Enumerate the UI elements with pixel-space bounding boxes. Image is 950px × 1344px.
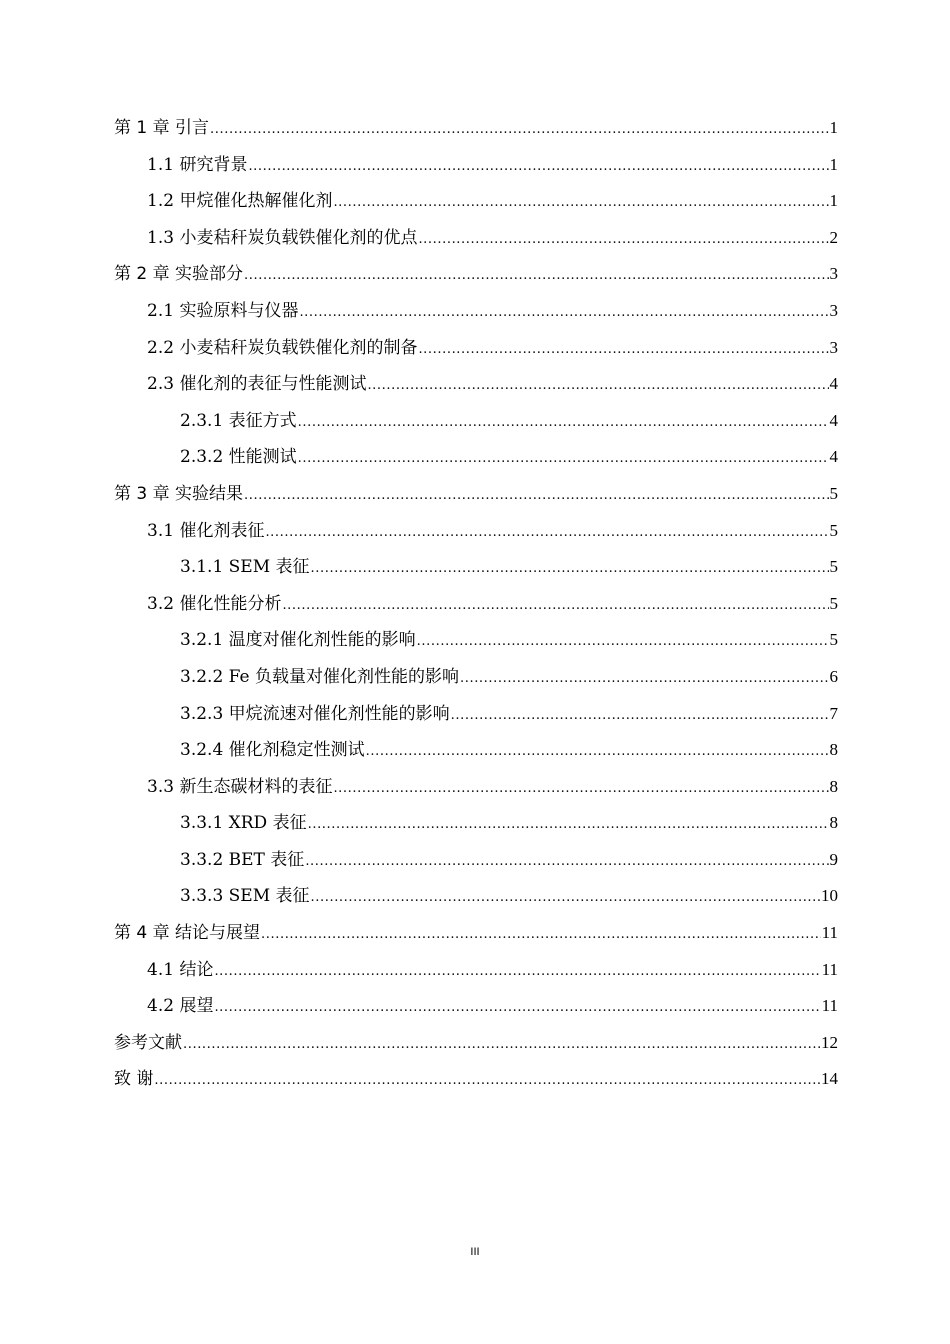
toc-entry-page: 1 [829, 154, 838, 174]
toc-entry-title: 3.2 催化性能分析 [147, 593, 282, 614]
toc-entry-title: 3.1 催化剂表征 [147, 520, 265, 541]
toc-entry-title: 第 3 章 实验结果 [114, 483, 244, 504]
toc-entry[interactable] [114, 1025, 838, 1062]
toc-entry[interactable] [114, 476, 838, 513]
toc-entry[interactable] [114, 842, 838, 879]
toc-entry-title: 第 4 章 结论与展望 [114, 923, 261, 944]
toc-dot-leader [298, 405, 829, 442]
toc-dot-leader [244, 478, 828, 515]
toc-entry[interactable] [114, 403, 838, 440]
toc-dot-leader [311, 551, 829, 588]
toc-dot-leader [418, 332, 828, 369]
toc-entry-title: 3.2.3 甲烷流速对催化剂性能的影响 [180, 703, 450, 724]
toc-entry-page: 1 [829, 118, 838, 137]
toc-entry-page: 5 [829, 630, 838, 650]
toc-dot-leader [214, 954, 820, 991]
toc-entry-page: 3 [829, 337, 838, 357]
toc-entry-page: 5 [829, 593, 838, 613]
toc-dot-leader [299, 295, 828, 332]
toc-dot-leader [367, 368, 828, 405]
table-of-contents [114, 110, 838, 1098]
toc-entry-title: 3.2.2 Fe 负载量对催化剂性能的影响 [180, 666, 459, 687]
toc-dot-leader [265, 515, 828, 552]
toc-entry-title: 参考文献 [114, 1032, 182, 1053]
toc-entry[interactable] [114, 952, 838, 989]
toc-dot-leader [417, 624, 829, 661]
toc-entry[interactable] [114, 1061, 838, 1098]
toc-entry-page: 5 [829, 557, 838, 577]
toc-entry-title: 3.3 新生态碳材料的表征 [147, 776, 333, 797]
toc-entry-title: 第 2 章 实验部分 [114, 264, 244, 285]
toc-dot-leader [248, 149, 828, 186]
toc-entry-title: 4.1 结论 [147, 959, 214, 980]
toc-entry[interactable] [114, 659, 838, 696]
toc-dot-leader [183, 1027, 820, 1064]
toc-entry[interactable] [114, 330, 838, 367]
toc-entry-page: 4 [829, 374, 838, 394]
toc-dot-leader [210, 112, 828, 149]
toc-entry-page: 4 [829, 447, 838, 467]
toc-entry-title: 1.3 小麦秸秆炭负载铁催化剂的优点 [147, 227, 418, 248]
toc-dot-leader [154, 1063, 820, 1100]
toc-entry[interactable] [114, 293, 838, 330]
toc-entry[interactable] [114, 549, 838, 586]
toc-entry[interactable] [114, 988, 838, 1025]
toc-entry[interactable] [114, 147, 838, 184]
toc-entry-page: 7 [829, 703, 838, 723]
toc-entry-title: 第 1 章 引言 [114, 118, 210, 138]
toc-entry-title: 3.2.1 温度对催化剂性能的影响 [180, 630, 416, 651]
toc-entry-page: 6 [829, 666, 838, 686]
toc-dot-leader [333, 185, 828, 222]
toc-entry-title: 3.2.4 催化剂稳定性测试 [180, 740, 365, 761]
toc-entry[interactable] [114, 732, 838, 769]
toc-entry-title: 致 谢 [114, 1069, 154, 1090]
toc-entry[interactable] [114, 586, 838, 623]
toc-entry[interactable] [114, 878, 838, 915]
toc-entry-title: 4.2 展望 [147, 996, 214, 1017]
toc-dot-leader [305, 844, 828, 881]
toc-dot-leader [261, 917, 821, 954]
toc-entry[interactable] [114, 696, 838, 733]
toc-dot-leader [311, 880, 820, 917]
toc-entry-title: 1.2 甲烷催化热解催化剂 [147, 191, 333, 212]
toc-entry-page: 3 [829, 264, 838, 284]
toc-entry[interactable] [114, 805, 838, 842]
toc-dot-leader [366, 734, 829, 771]
toc-entry[interactable] [114, 256, 838, 293]
toc-entry-page: 8 [829, 740, 838, 760]
toc-entry[interactable] [114, 439, 838, 476]
toc-entry-title: 2.3.1 表征方式 [180, 410, 297, 431]
toc-entry-title: 2.3 催化剂的表征与性能测试 [147, 374, 367, 395]
toc-entry-page: 5 [829, 520, 838, 540]
toc-dot-leader [308, 807, 829, 844]
toc-entry-page: 12 [821, 1032, 838, 1052]
toc-entry-page: 8 [829, 776, 838, 796]
toc-entry-page: 9 [829, 849, 838, 869]
toc-entry-page: 11 [821, 923, 838, 943]
toc-entry[interactable] [114, 769, 838, 806]
toc-entry[interactable] [114, 622, 838, 659]
toc-entry[interactable] [114, 513, 838, 550]
toc-dot-leader [460, 661, 829, 698]
toc-dot-leader [451, 698, 829, 735]
toc-dot-leader [418, 222, 828, 259]
toc-entry-page: 10 [821, 886, 838, 906]
toc-entry-page: 2 [829, 227, 838, 247]
toc-entry[interactable] [114, 220, 838, 257]
toc-entry-page: 14 [821, 1069, 838, 1089]
toc-entry-title: 2.2 小麦秸秆炭负载铁催化剂的制备 [147, 337, 418, 358]
toc-entry-title: 3.1.1 SEM 表征 [180, 557, 310, 578]
toc-entry-page: 3 [829, 300, 838, 320]
toc-dot-leader [244, 258, 828, 295]
page-number-footer: III [470, 1246, 480, 1258]
toc-entry-title: 2.1 实验原料与仪器 [147, 300, 299, 321]
toc-dot-leader [214, 990, 820, 1027]
toc-entry-page: 1 [829, 191, 838, 211]
toc-entry-page: 4 [829, 410, 838, 430]
toc-entry[interactable] [114, 183, 838, 220]
toc-entry-title: 1.1 研究背景 [147, 154, 248, 175]
toc-entry-page: 8 [829, 813, 838, 833]
toc-entry[interactable] [114, 915, 838, 952]
toc-entry-title: 3.3.1 XRD 表征 [180, 813, 307, 834]
toc-dot-leader [282, 588, 828, 625]
toc-entry[interactable] [114, 110, 838, 147]
toc-dot-leader [298, 441, 829, 478]
toc-entry-title: 3.3.3 SEM 表征 [180, 886, 310, 907]
toc-entry-page: 11 [821, 996, 838, 1016]
toc-dot-leader [333, 771, 828, 808]
toc-entry-page: 11 [821, 959, 838, 979]
toc-entry-title: 3.3.2 BET 表征 [180, 849, 305, 870]
toc-entry-title: 2.3.2 性能测试 [180, 447, 297, 468]
toc-entry-page: 5 [829, 483, 838, 503]
toc-entry[interactable] [114, 366, 838, 403]
